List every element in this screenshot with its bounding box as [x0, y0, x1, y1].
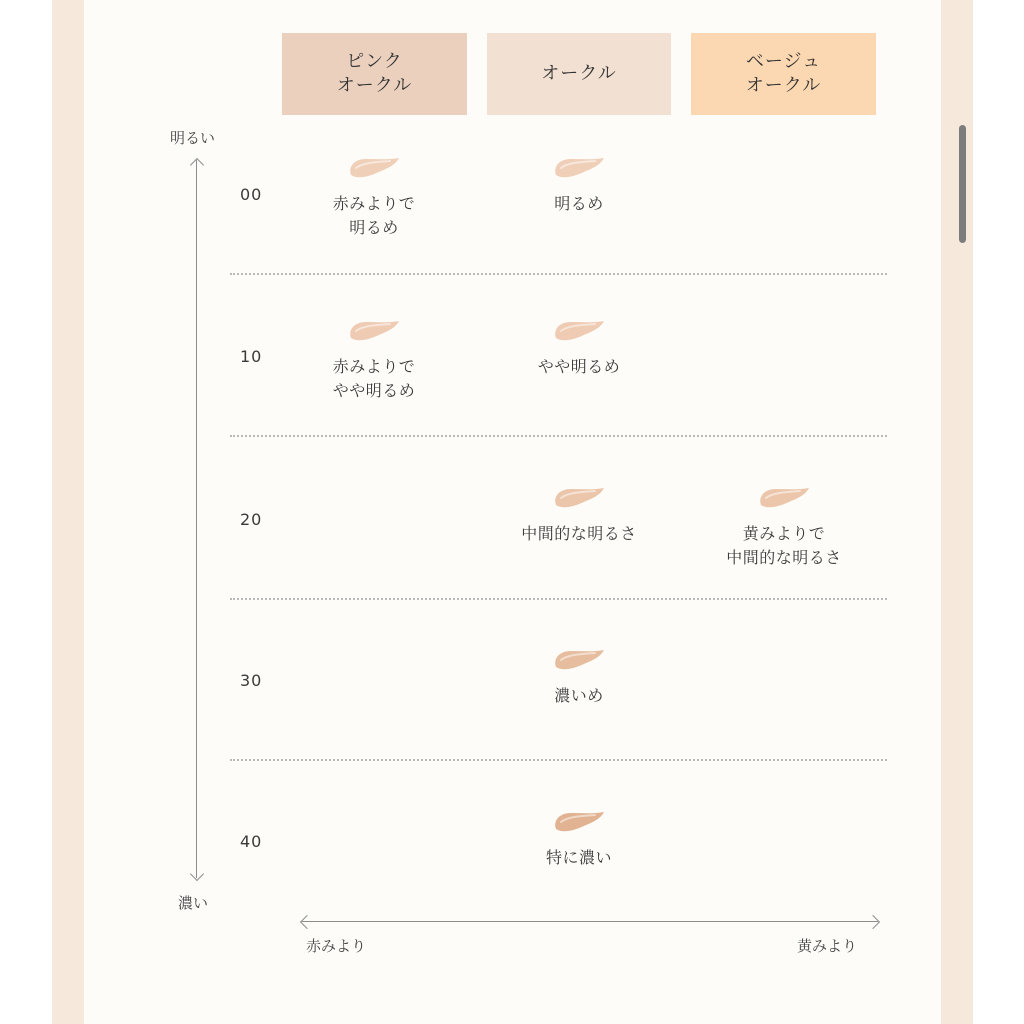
shade-cell-00-ochre[interactable] — [489, 154, 669, 216]
shade-description: 黄みよりで 中間的な明るさ — [726, 524, 842, 567]
level-label-30: 30 — [240, 671, 263, 690]
column-header-label: オークル — [541, 63, 617, 84]
row-divider — [230, 598, 887, 600]
shade-description: 中間的な明るさ — [521, 524, 637, 543]
hue-axis-line — [302, 921, 878, 922]
shade-cell-00-pink-ochre[interactable] — [284, 154, 464, 240]
shade-cell-40-ochre[interactable] — [489, 808, 669, 870]
shade-description: 赤みよりで 明るめ — [332, 194, 416, 237]
foundation-swatch-icon — [551, 646, 607, 674]
column-header-label: ピンク オークル — [336, 51, 413, 96]
foundation-swatch-icon — [551, 484, 607, 512]
level-label-10: 10 — [240, 347, 263, 366]
column-header-label: ベージュ オークル — [745, 51, 822, 96]
foundation-swatch-icon — [551, 317, 607, 345]
foundation-swatch-icon — [551, 808, 607, 836]
level-label-00: 00 — [240, 185, 263, 204]
foundation-swatch-icon — [346, 154, 402, 182]
shade-cell-20-ochre[interactable] — [489, 484, 669, 546]
brightness-axis-line — [196, 160, 197, 878]
shade-description: 明るめ — [554, 194, 604, 213]
scrollbar-thumb[interactable] — [959, 125, 966, 243]
column-header-pink-ochre — [282, 33, 467, 115]
left-page-margin — [52, 0, 84, 1024]
shade-cell-10-pink-ochre[interactable] — [284, 317, 464, 403]
foundation-swatch-icon — [756, 484, 812, 512]
foundation-swatch-icon — [551, 154, 607, 182]
axis-bottom-label: 濃い — [178, 894, 209, 912]
shade-cell-30-ochre[interactable] — [489, 646, 669, 708]
shade-description: 濃いめ — [554, 686, 604, 705]
axis-left-label: 赤みより — [306, 937, 367, 955]
column-header-beige-ochre — [691, 33, 876, 115]
axis-top-label: 明るい — [170, 129, 216, 147]
row-divider — [230, 273, 887, 275]
foundation-swatch-icon — [346, 317, 402, 345]
right-page-margin — [941, 0, 973, 1024]
shade-description: やや明るめ — [537, 357, 621, 376]
row-divider — [230, 759, 887, 761]
shade-cell-10-ochre[interactable] — [489, 317, 669, 379]
axis-right-label: 黄みより — [797, 937, 858, 955]
shade-description: 特に濃い — [545, 848, 612, 867]
shade-cell-20-beige-ochre[interactable] — [694, 484, 874, 570]
row-divider — [230, 435, 887, 437]
level-label-40: 40 — [240, 832, 263, 851]
column-header-ochre — [487, 33, 671, 115]
shade-description: 赤みよりで やや明るめ — [332, 357, 416, 400]
level-label-20: 20 — [240, 510, 263, 529]
